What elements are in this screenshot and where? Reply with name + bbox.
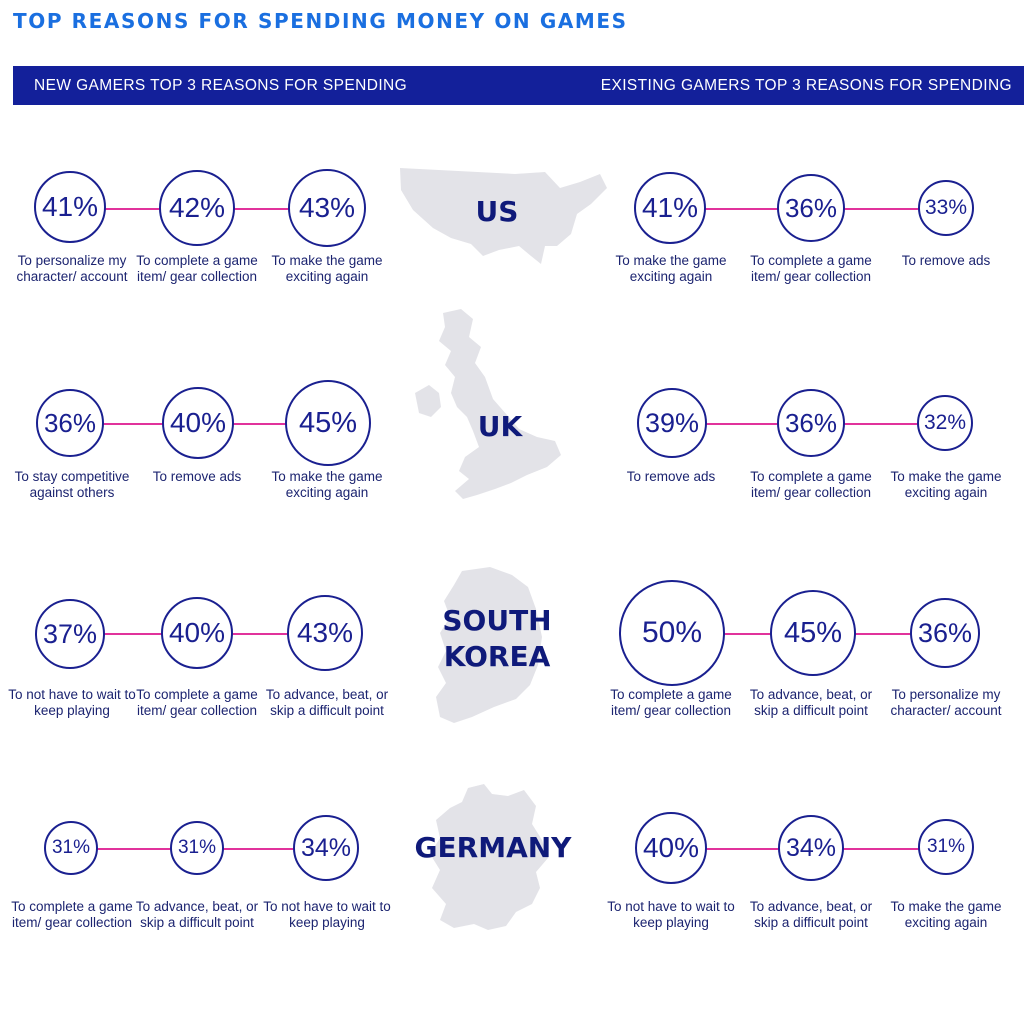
uk-map-icon (415, 307, 565, 499)
reason-label: To complete a game item/ gear collection (610, 687, 732, 718)
existing-gamers-percent-bubble: 39% (637, 388, 707, 458)
reason-label: To advance, beat, or skip a difficult point (265, 687, 389, 718)
existing-gamers-percent-bubble: 41% (634, 172, 706, 244)
existing-gamers-header: EXISTING GAMERS TOP 3 REASONS FOR SPENDING (600, 77, 1012, 94)
reason-label: To complete a game item/ gear collection (750, 253, 872, 284)
reason-label: To advance, beat, or skip a difficult point (749, 687, 873, 718)
reason-label: To personalize my character/ account (890, 687, 1002, 718)
new-gamers-percent-bubble: 31% (44, 821, 98, 875)
reason-label: To make the game exciting again (890, 469, 1002, 500)
existing-gamers-percent-bubble: 50% (619, 580, 725, 686)
country-label: SOUTH KOREA (442, 604, 552, 673)
reason-label: To complete a game item/ gear collection (750, 469, 872, 500)
country-row-uk (0, 365, 1024, 595)
reason-label: To advance, beat, or skip a difficult point (135, 899, 259, 930)
reason-label: To complete a game item/ gear collection (136, 687, 258, 718)
reason-label: To make the game exciting again (615, 253, 727, 284)
reason-label: To remove ads (152, 469, 242, 484)
existing-gamers-percent-bubble: 34% (778, 815, 844, 881)
existing-gamers-percent-bubble: 32% (917, 395, 973, 451)
new-gamers-percent-bubble: 40% (162, 387, 234, 459)
country-label: US (475, 195, 519, 228)
reason-label: To make the game exciting again (271, 469, 383, 500)
page-title: TOP REASONS FOR SPENDING MONEY ON GAMES (13, 9, 628, 33)
reason-label: To remove ads (901, 253, 991, 268)
new-gamers-percent-bubble: 45% (285, 380, 371, 466)
new-gamers-percent-bubble: 43% (288, 169, 366, 247)
new-gamers-percent-bubble: 43% (287, 595, 363, 671)
reason-label: To remove ads (626, 469, 716, 484)
country-label: UK (477, 410, 523, 443)
new-gamers-percent-bubble: 34% (293, 815, 359, 881)
reason-label: To not have to wait to keep playing (263, 899, 391, 930)
existing-gamers-percent-bubble: 45% (770, 590, 856, 676)
new-gamers-percent-bubble: 42% (159, 170, 235, 246)
reason-label: To make the game exciting again (271, 253, 383, 284)
new-gamers-percent-bubble: 31% (170, 821, 224, 875)
reason-label: To not have to wait to keep playing (8, 687, 136, 718)
column-header-bar (13, 66, 1024, 105)
new-gamers-percent-bubble: 41% (34, 171, 106, 243)
new-gamers-percent-bubble: 40% (161, 597, 233, 669)
country-label: GERMANY (414, 831, 572, 864)
existing-gamers-percent-bubble: 40% (635, 812, 707, 884)
reason-label: To make the game exciting again (890, 899, 1002, 930)
existing-gamers-percent-bubble: 31% (918, 819, 974, 875)
new-gamers-percent-bubble: 36% (36, 389, 104, 457)
reason-label: To complete a game item/ gear collection (11, 899, 133, 930)
existing-gamers-percent-bubble: 36% (910, 598, 980, 668)
existing-gamers-percent-bubble: 36% (777, 389, 845, 457)
reason-label: To advance, beat, or skip a difficult point (749, 899, 873, 930)
country-row-germany (0, 790, 1024, 1020)
reason-label: To stay competitive against others (14, 469, 130, 500)
new-gamers-percent-bubble: 37% (35, 599, 105, 669)
existing-gamers-percent-bubble: 36% (777, 174, 845, 242)
reason-label: To not have to wait to keep playing (607, 899, 735, 930)
existing-gamers-percent-bubble: 33% (918, 180, 974, 236)
reason-label: To complete a game item/ gear collection (136, 253, 258, 284)
new-gamers-header: NEW GAMERS TOP 3 REASONS FOR SPENDING (34, 77, 408, 94)
reason-label: To personalize my character/ account (16, 253, 128, 284)
country-row-south-korea (0, 575, 1024, 805)
